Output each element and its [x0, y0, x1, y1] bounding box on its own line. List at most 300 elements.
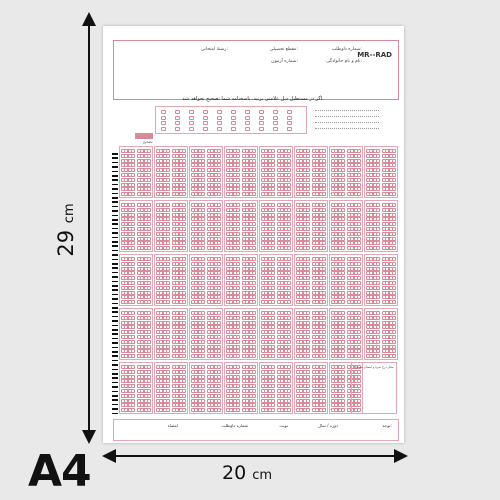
answer-bubble[interactable]	[166, 389, 170, 393]
answer-bubble[interactable]	[217, 295, 221, 299]
answer-bubble[interactable]	[306, 295, 310, 299]
answer-bubble[interactable]	[357, 316, 361, 320]
answer-bubble[interactable]	[182, 217, 186, 221]
answer-bubble[interactable]	[341, 399, 345, 403]
answer-bubble[interactable]	[357, 330, 361, 334]
answer-bubble[interactable]	[306, 237, 310, 241]
answer-bubble[interactable]	[217, 316, 221, 320]
answer-bubble[interactable]	[341, 222, 345, 226]
answer-bubble[interactable]	[271, 192, 275, 196]
answer-bubble[interactable]	[131, 213, 135, 217]
answer-bubble[interactable]	[217, 291, 221, 295]
answer-bubble[interactable]	[271, 217, 275, 221]
answer-bubble[interactable]	[147, 316, 151, 320]
answer-bubble[interactable]	[201, 159, 205, 163]
answer-bubble[interactable]	[392, 222, 396, 226]
answer-bubble[interactable]	[306, 213, 310, 217]
answer-bubble[interactable]	[217, 345, 221, 349]
answer-bubble[interactable]	[236, 379, 240, 383]
answer-bubble[interactable]	[322, 149, 326, 153]
answer-bubble[interactable]	[322, 203, 326, 207]
answer-bubble[interactable]	[236, 203, 240, 207]
answer-bubble[interactable]	[306, 276, 310, 280]
answer-bubble[interactable]	[182, 262, 186, 266]
answer-bubble[interactable]	[236, 208, 240, 212]
answer-bubble[interactable]	[166, 394, 170, 398]
answer-bubble[interactable]	[252, 295, 256, 299]
answer-bubble[interactable]	[287, 154, 291, 158]
answer-bubble[interactable]	[392, 267, 396, 271]
answer-bubble[interactable]	[201, 354, 205, 358]
answer-bubble[interactable]	[131, 227, 135, 231]
answer-bubble[interactable]	[201, 349, 205, 353]
answer-bubble[interactable]	[166, 281, 170, 285]
answer-bubble[interactable]	[147, 335, 151, 339]
answer-bubble[interactable]	[322, 365, 326, 369]
answer-bubble[interactable]	[147, 203, 151, 207]
answer-bubble[interactable]	[182, 232, 186, 236]
answer-bubble[interactable]	[182, 340, 186, 344]
answer-bubble[interactable]	[322, 379, 326, 383]
answer-bubble[interactable]	[166, 399, 170, 403]
answer-bubble[interactable]	[252, 325, 256, 329]
answer-bubble[interactable]	[322, 403, 326, 407]
answer-bubble[interactable]	[357, 217, 361, 221]
answer-bubble[interactable]	[236, 163, 240, 167]
answer-bubble[interactable]	[287, 349, 291, 353]
answer-bubble[interactable]	[182, 192, 186, 196]
answer-bubble[interactable]	[252, 213, 256, 217]
answer-bubble[interactable]	[252, 192, 256, 196]
answer-bubble[interactable]	[322, 399, 326, 403]
answer-bubble[interactable]	[392, 203, 396, 207]
answer-bubble[interactable]	[166, 300, 170, 304]
answer-bubble[interactable]	[306, 159, 310, 163]
answer-bubble[interactable]	[306, 345, 310, 349]
answer-bubble[interactable]	[236, 311, 240, 315]
answer-bubble[interactable]	[201, 365, 205, 369]
answer-bubble[interactable]	[271, 222, 275, 226]
answer-bubble[interactable]	[217, 408, 221, 412]
answer-bubble[interactable]	[201, 271, 205, 275]
answer-bubble[interactable]	[287, 262, 291, 266]
answer-bubble[interactable]	[376, 325, 380, 329]
answer-bubble[interactable]	[271, 349, 275, 353]
answer-bubble[interactable]	[322, 335, 326, 339]
answer-bubble[interactable]	[182, 267, 186, 271]
answer-bubble[interactable]	[322, 286, 326, 290]
answer-bubble[interactable]	[287, 316, 291, 320]
answer-bubble[interactable]	[131, 295, 135, 299]
answer-bubble[interactable]	[217, 379, 221, 383]
answer-bubble[interactable]	[201, 394, 205, 398]
answer-bubble[interactable]	[287, 192, 291, 196]
answer-bubble[interactable]	[376, 262, 380, 266]
answer-bubble[interactable]	[217, 241, 221, 245]
answer-bubble[interactable]	[376, 281, 380, 285]
answer-bubble[interactable]	[166, 335, 170, 339]
answer-bubble[interactable]	[166, 311, 170, 315]
answer-bubble[interactable]	[271, 208, 275, 212]
answer-bubble[interactable]	[182, 365, 186, 369]
answer-bubble[interactable]	[341, 321, 345, 325]
answer-bubble[interactable]	[182, 349, 186, 353]
answer-bubble[interactable]	[322, 267, 326, 271]
answer-bubble[interactable]	[252, 262, 256, 266]
answer-bubble[interactable]	[322, 222, 326, 226]
answer-bubble[interactable]	[182, 281, 186, 285]
answer-bubble[interactable]	[376, 271, 380, 275]
answer-bubble[interactable]	[147, 286, 151, 290]
answer-bubble[interactable]	[287, 384, 291, 388]
answer-bubble[interactable]	[252, 384, 256, 388]
answer-bubble[interactable]	[217, 370, 221, 374]
answer-bubble[interactable]	[322, 340, 326, 344]
answer-bubble[interactable]	[131, 241, 135, 245]
answer-bubble[interactable]	[271, 276, 275, 280]
answer-bubble[interactable]	[201, 168, 205, 172]
answer-bubble[interactable]	[182, 257, 186, 261]
answer-bubble[interactable]	[182, 403, 186, 407]
answer-bubble[interactable]	[357, 291, 361, 295]
answer-bubble[interactable]	[236, 213, 240, 217]
answer-bubble[interactable]	[252, 267, 256, 271]
answer-bubble[interactable]	[182, 321, 186, 325]
answer-bubble[interactable]	[306, 330, 310, 334]
answer-bubble[interactable]	[357, 286, 361, 290]
answer-bubble[interactable]	[131, 300, 135, 304]
answer-bubble[interactable]	[306, 262, 310, 266]
answer-bubble[interactable]	[201, 281, 205, 285]
answer-bubble[interactable]	[147, 295, 151, 299]
answer-bubble[interactable]	[147, 183, 151, 187]
answer-bubble[interactable]	[131, 168, 135, 172]
answer-bubble[interactable]	[376, 276, 380, 280]
answer-bubble[interactable]	[252, 227, 256, 231]
answer-bubble[interactable]	[357, 340, 361, 344]
answer-bubble[interactable]	[166, 154, 170, 158]
answer-bubble[interactable]	[147, 349, 151, 353]
answer-bubble[interactable]	[166, 330, 170, 334]
answer-bubble[interactable]	[287, 203, 291, 207]
answer-bubble[interactable]	[271, 232, 275, 236]
answer-bubble[interactable]	[131, 354, 135, 358]
answer-bubble[interactable]	[217, 227, 221, 231]
answer-bubble[interactable]	[271, 246, 275, 250]
answer-bubble[interactable]	[271, 375, 275, 379]
answer-bubble[interactable]	[271, 295, 275, 299]
answer-bubble[interactable]	[341, 149, 345, 153]
answer-bubble[interactable]	[252, 340, 256, 344]
answer-bubble[interactable]	[166, 222, 170, 226]
answer-bubble[interactable]	[201, 384, 205, 388]
answer-bubble[interactable]	[341, 311, 345, 315]
answer-bubble[interactable]	[271, 321, 275, 325]
answer-bubble[interactable]	[341, 379, 345, 383]
answer-bubble[interactable]	[322, 168, 326, 172]
answer-bubble[interactable]	[341, 316, 345, 320]
answer-bubble[interactable]	[147, 227, 151, 231]
answer-bubble[interactable]	[341, 349, 345, 353]
answer-bubble[interactable]	[147, 345, 151, 349]
answer-bubble[interactable]	[217, 300, 221, 304]
answer-bubble[interactable]	[236, 168, 240, 172]
answer-bubble[interactable]	[147, 159, 151, 163]
answer-bubble[interactable]	[357, 325, 361, 329]
answer-bubble[interactable]	[392, 227, 396, 231]
answer-bubble[interactable]	[131, 149, 135, 153]
answer-bubble[interactable]	[252, 257, 256, 261]
answer-bubble[interactable]	[287, 178, 291, 182]
answer-bubble[interactable]	[166, 403, 170, 407]
answer-bubble[interactable]	[131, 330, 135, 334]
answer-bubble[interactable]	[287, 149, 291, 153]
answer-bubble[interactable]	[392, 178, 396, 182]
answer-bubble[interactable]	[217, 257, 221, 261]
answer-bubble[interactable]	[357, 149, 361, 153]
answer-bubble[interactable]	[392, 349, 396, 353]
answer-bubble[interactable]	[287, 340, 291, 344]
answer-bubble[interactable]	[236, 271, 240, 275]
answer-bubble[interactable]	[217, 213, 221, 217]
answer-bubble[interactable]	[252, 286, 256, 290]
answer-bubble[interactable]	[166, 237, 170, 241]
answer-bubble[interactable]	[236, 187, 240, 191]
answer-bubble[interactable]	[357, 208, 361, 212]
answer-bubble[interactable]	[322, 321, 326, 325]
answer-bubble[interactable]	[376, 330, 380, 334]
answer-bubble[interactable]	[182, 300, 186, 304]
answer-bubble[interactable]	[357, 163, 361, 167]
answer-bubble[interactable]	[287, 173, 291, 177]
answer-bubble[interactable]	[236, 330, 240, 334]
answer-bubble[interactable]	[201, 173, 205, 177]
answer-bubble[interactable]	[236, 375, 240, 379]
answer-bubble[interactable]	[217, 192, 221, 196]
answer-bubble[interactable]	[217, 178, 221, 182]
answer-bubble[interactable]	[217, 399, 221, 403]
answer-bubble[interactable]	[306, 325, 310, 329]
answer-bubble[interactable]	[287, 187, 291, 191]
answer-bubble[interactable]	[217, 389, 221, 393]
answer-bubble[interactable]	[341, 183, 345, 187]
answer-bubble[interactable]	[357, 267, 361, 271]
answer-bubble[interactable]	[131, 340, 135, 344]
answer-bubble[interactable]	[392, 291, 396, 295]
answer-bubble[interactable]	[322, 384, 326, 388]
answer-bubble[interactable]	[341, 241, 345, 245]
answer-bubble[interactable]	[236, 365, 240, 369]
answer-bubble[interactable]	[236, 340, 240, 344]
answer-bubble[interactable]	[166, 246, 170, 250]
answer-bubble[interactable]	[341, 203, 345, 207]
answer-bubble[interactable]	[201, 335, 205, 339]
answer-bubble[interactable]	[147, 246, 151, 250]
answer-bubble[interactable]	[217, 384, 221, 388]
answer-bubble[interactable]	[322, 262, 326, 266]
answer-bubble[interactable]	[252, 365, 256, 369]
answer-bubble[interactable]	[376, 311, 380, 315]
answer-bubble[interactable]	[357, 178, 361, 182]
answer-bubble[interactable]	[201, 227, 205, 231]
answer-bubble[interactable]	[306, 286, 310, 290]
answer-bubble[interactable]	[236, 291, 240, 295]
answer-bubble[interactable]	[147, 379, 151, 383]
answer-bubble[interactable]	[217, 173, 221, 177]
answer-bubble[interactable]	[287, 213, 291, 217]
answer-bubble[interactable]	[392, 321, 396, 325]
answer-bubble[interactable]	[217, 403, 221, 407]
answer-bubble[interactable]	[271, 183, 275, 187]
answer-bubble[interactable]	[201, 213, 205, 217]
answer-bubble[interactable]	[271, 178, 275, 182]
answer-bubble[interactable]	[147, 370, 151, 374]
answer-bubble[interactable]	[182, 286, 186, 290]
answer-bubble[interactable]	[287, 321, 291, 325]
answer-bubble[interactable]	[376, 267, 380, 271]
answer-bubble[interactable]	[201, 154, 205, 158]
answer-bubble[interactable]	[236, 257, 240, 261]
answer-bubble[interactable]	[357, 345, 361, 349]
answer-bubble[interactable]	[322, 325, 326, 329]
answer-bubble[interactable]	[392, 173, 396, 177]
answer-bubble[interactable]	[392, 208, 396, 212]
answer-bubble[interactable]	[341, 394, 345, 398]
answer-bubble[interactable]	[201, 403, 205, 407]
answer-bubble[interactable]	[147, 325, 151, 329]
answer-bubble[interactable]	[322, 349, 326, 353]
answer-bubble[interactable]	[131, 286, 135, 290]
answer-bubble[interactable]	[376, 349, 380, 353]
answer-bubble[interactable]	[392, 276, 396, 280]
answer-bubble[interactable]	[306, 241, 310, 245]
answer-bubble[interactable]	[271, 316, 275, 320]
answer-bubble[interactable]	[166, 321, 170, 325]
answer-bubble[interactable]	[341, 267, 345, 271]
answer-bubble[interactable]	[376, 257, 380, 261]
answer-bubble[interactable]	[182, 241, 186, 245]
answer-bubble[interactable]	[131, 217, 135, 221]
answer-bubble[interactable]	[131, 208, 135, 212]
answer-bubble[interactable]	[392, 300, 396, 304]
answer-bubble[interactable]	[357, 154, 361, 158]
answer-bubble[interactable]	[131, 187, 135, 191]
answer-bubble[interactable]	[166, 316, 170, 320]
answer-bubble[interactable]	[357, 168, 361, 172]
answer-bubble[interactable]	[166, 325, 170, 329]
answer-bubble[interactable]	[322, 232, 326, 236]
answer-bubble[interactable]	[166, 203, 170, 207]
answer-bubble[interactable]	[287, 168, 291, 172]
answer-bubble[interactable]	[131, 262, 135, 266]
answer-bubble[interactable]	[287, 375, 291, 379]
answer-bubble[interactable]	[341, 217, 345, 221]
answer-bubble[interactable]	[287, 335, 291, 339]
answer-bubble[interactable]	[147, 178, 151, 182]
answer-bubble[interactable]	[322, 330, 326, 334]
answer-bubble[interactable]	[201, 321, 205, 325]
answer-bubble[interactable]	[252, 187, 256, 191]
answer-bubble[interactable]	[166, 163, 170, 167]
answer-bubble[interactable]	[306, 300, 310, 304]
answer-bubble[interactable]	[131, 159, 135, 163]
answer-bubble[interactable]	[376, 295, 380, 299]
answer-bubble[interactable]	[357, 335, 361, 339]
answer-bubble[interactable]	[166, 183, 170, 187]
answer-bubble[interactable]	[131, 271, 135, 275]
answer-bubble[interactable]	[376, 173, 380, 177]
answer-bubble[interactable]	[201, 399, 205, 403]
answer-bubble[interactable]	[131, 267, 135, 271]
answer-bubble[interactable]	[147, 403, 151, 407]
answer-bubble[interactable]	[131, 375, 135, 379]
answer-bubble[interactable]	[376, 237, 380, 241]
answer-bubble[interactable]	[182, 291, 186, 295]
answer-bubble[interactable]	[252, 203, 256, 207]
answer-bubble[interactable]	[341, 384, 345, 388]
answer-bubble[interactable]	[306, 271, 310, 275]
answer-bubble[interactable]	[287, 208, 291, 212]
answer-bubble[interactable]	[271, 227, 275, 231]
answer-bubble[interactable]	[287, 227, 291, 231]
answer-bubble[interactable]	[376, 192, 380, 196]
answer-bubble[interactable]	[166, 168, 170, 172]
answer-bubble[interactable]	[236, 183, 240, 187]
answer-bubble[interactable]	[236, 173, 240, 177]
answer-bubble[interactable]	[357, 354, 361, 358]
answer-bubble[interactable]	[201, 222, 205, 226]
answer-bubble[interactable]	[236, 300, 240, 304]
answer-bubble[interactable]	[166, 276, 170, 280]
answer-bubble[interactable]	[182, 203, 186, 207]
answer-bubble[interactable]	[217, 237, 221, 241]
answer-bubble[interactable]	[252, 375, 256, 379]
answer-bubble[interactable]	[271, 389, 275, 393]
answer-bubble[interactable]	[236, 345, 240, 349]
answer-bubble[interactable]	[306, 349, 310, 353]
answer-bubble[interactable]	[236, 192, 240, 196]
answer-bubble[interactable]	[271, 311, 275, 315]
answer-bubble[interactable]	[182, 276, 186, 280]
answer-bubble[interactable]	[322, 281, 326, 285]
answer-bubble[interactable]	[287, 276, 291, 280]
answer-bubble[interactable]	[217, 159, 221, 163]
answer-bubble[interactable]	[287, 354, 291, 358]
answer-bubble[interactable]	[147, 213, 151, 217]
answer-bubble[interactable]	[236, 295, 240, 299]
answer-bubble[interactable]	[357, 257, 361, 261]
answer-bubble[interactable]	[182, 311, 186, 315]
answer-bubble[interactable]	[236, 349, 240, 353]
answer-bubble[interactable]	[341, 335, 345, 339]
answer-bubble[interactable]	[217, 271, 221, 275]
answer-bubble[interactable]	[131, 154, 135, 158]
answer-bubble[interactable]	[147, 321, 151, 325]
answer-bubble[interactable]	[182, 399, 186, 403]
answer-bubble[interactable]	[287, 222, 291, 226]
answer-bubble[interactable]	[147, 311, 151, 315]
answer-bubble[interactable]	[217, 267, 221, 271]
answer-bubble[interactable]	[357, 349, 361, 353]
answer-bubble[interactable]	[236, 217, 240, 221]
answer-bubble[interactable]	[287, 286, 291, 290]
answer-bubble[interactable]	[236, 370, 240, 374]
answer-bubble[interactable]	[217, 246, 221, 250]
answer-bubble[interactable]	[147, 149, 151, 153]
answer-bubble[interactable]	[147, 173, 151, 177]
answer-bubble[interactable]	[252, 222, 256, 226]
answer-bubble[interactable]	[271, 271, 275, 275]
